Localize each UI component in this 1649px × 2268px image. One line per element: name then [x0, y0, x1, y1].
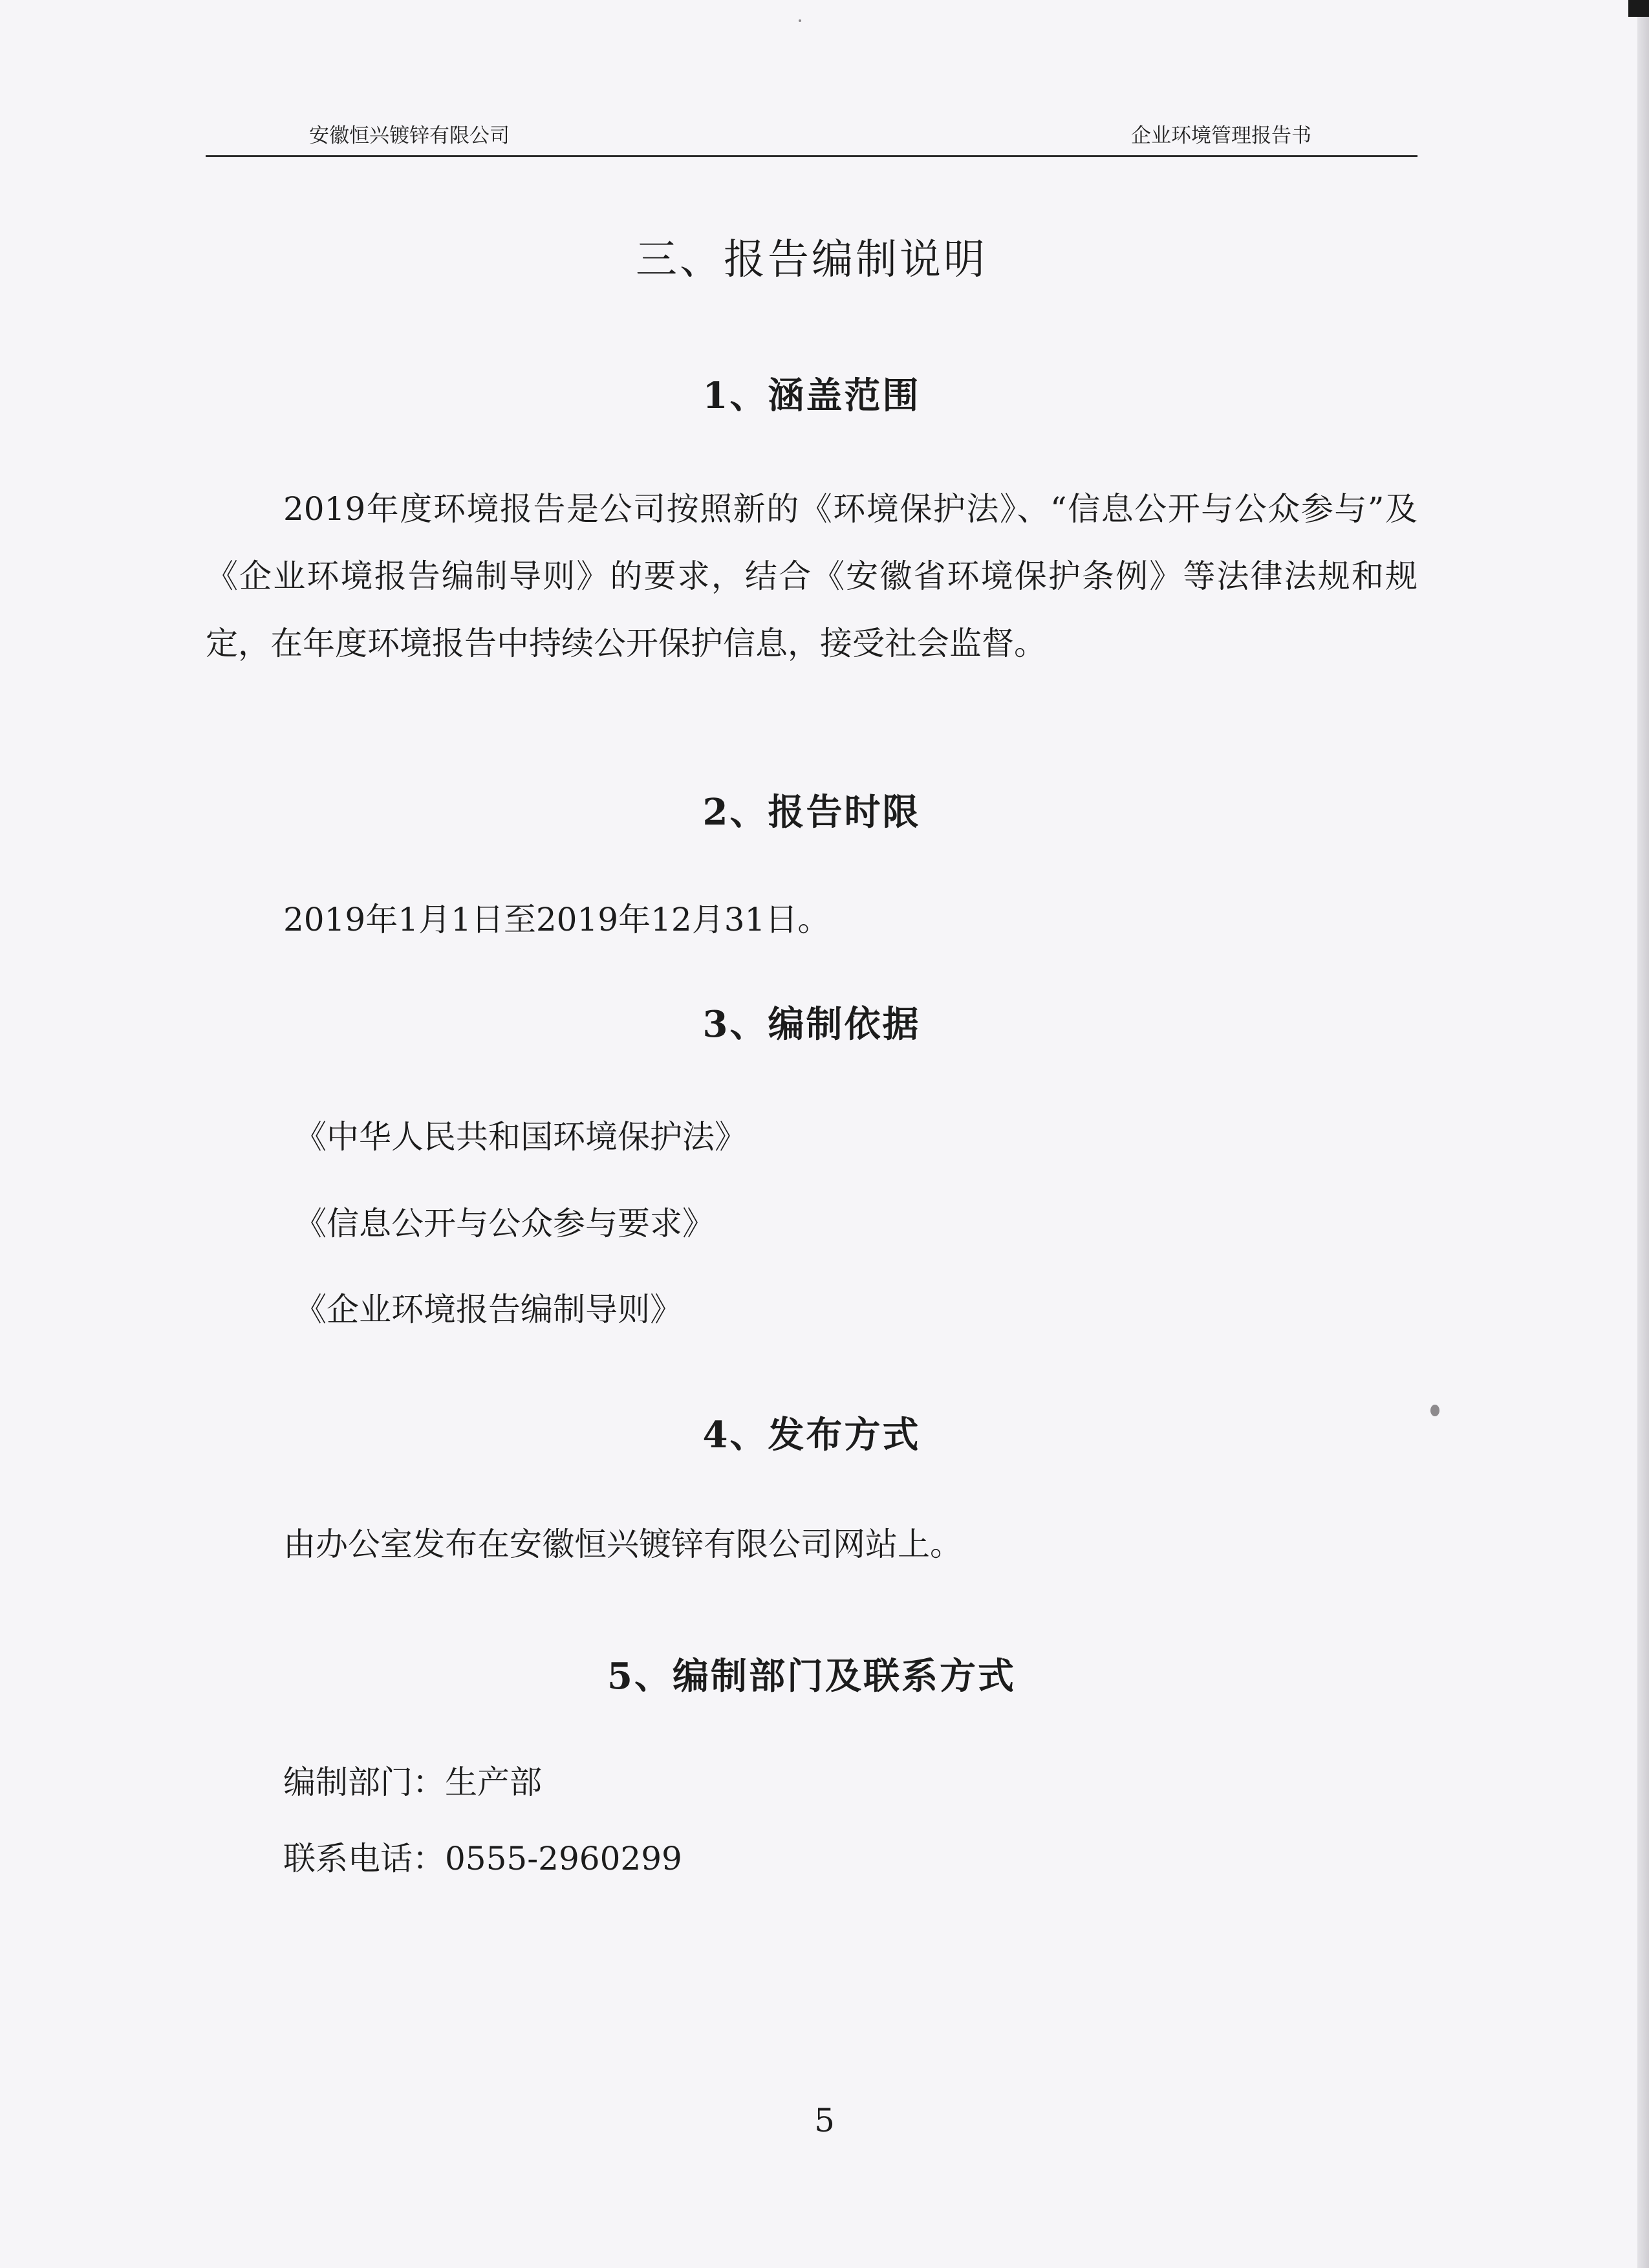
scan-edge [1637, 0, 1649, 2268]
scan-speck [799, 19, 801, 22]
header-rule [206, 155, 1417, 157]
section-heading-basis: 3、编制依据 [702, 1003, 921, 1046]
section-body-period: 2019年1月1日至2019年12月31日。 [283, 901, 830, 938]
reference-item: 《企业环境报告编制导则》 [294, 1291, 682, 1328]
header-company: 安徽恒兴镀锌有限公司 [309, 124, 510, 147]
contact-department: 编制部门：生产部 [283, 1764, 542, 1801]
reference-item: 《中华人民共和国环境保护法》 [294, 1118, 747, 1156]
section-heading-period: 2、报告时限 [702, 791, 921, 834]
reference-item: 《信息公开与公众参与要求》 [294, 1205, 715, 1242]
scan-speck [1430, 1405, 1439, 1416]
page-number: 5 [814, 2102, 835, 2139]
contact-phone: 联系电话：0555-2960299 [283, 1840, 682, 1877]
section-heading-scope: 1、涵盖范围 [702, 374, 921, 417]
header-doc-type: 企业环境管理报告书 [1131, 124, 1311, 147]
section-heading-contact: 5、编制部门及联系方式 [607, 1655, 1016, 1698]
section-heading-publishing: 4、发布方式 [702, 1414, 921, 1456]
section-body-publishing: 由办公室发布在安徽恒兴镀锌有限公司网站上。 [283, 1526, 962, 1563]
section-body-scope: 2019年度环境报告是公司按照新的《环境保护法》、“信息公开与公众参与”及《企业环境报告编制导则》的要求，结合《安徽省环境保护条例》等法律法规和规定，在年度环境报告中持续公开保护信息，接受社会监督。 [206, 490, 1417, 662]
page-title: 三、报告编制说明 [636, 236, 987, 284]
scan-corner-mark [1628, 0, 1649, 17]
